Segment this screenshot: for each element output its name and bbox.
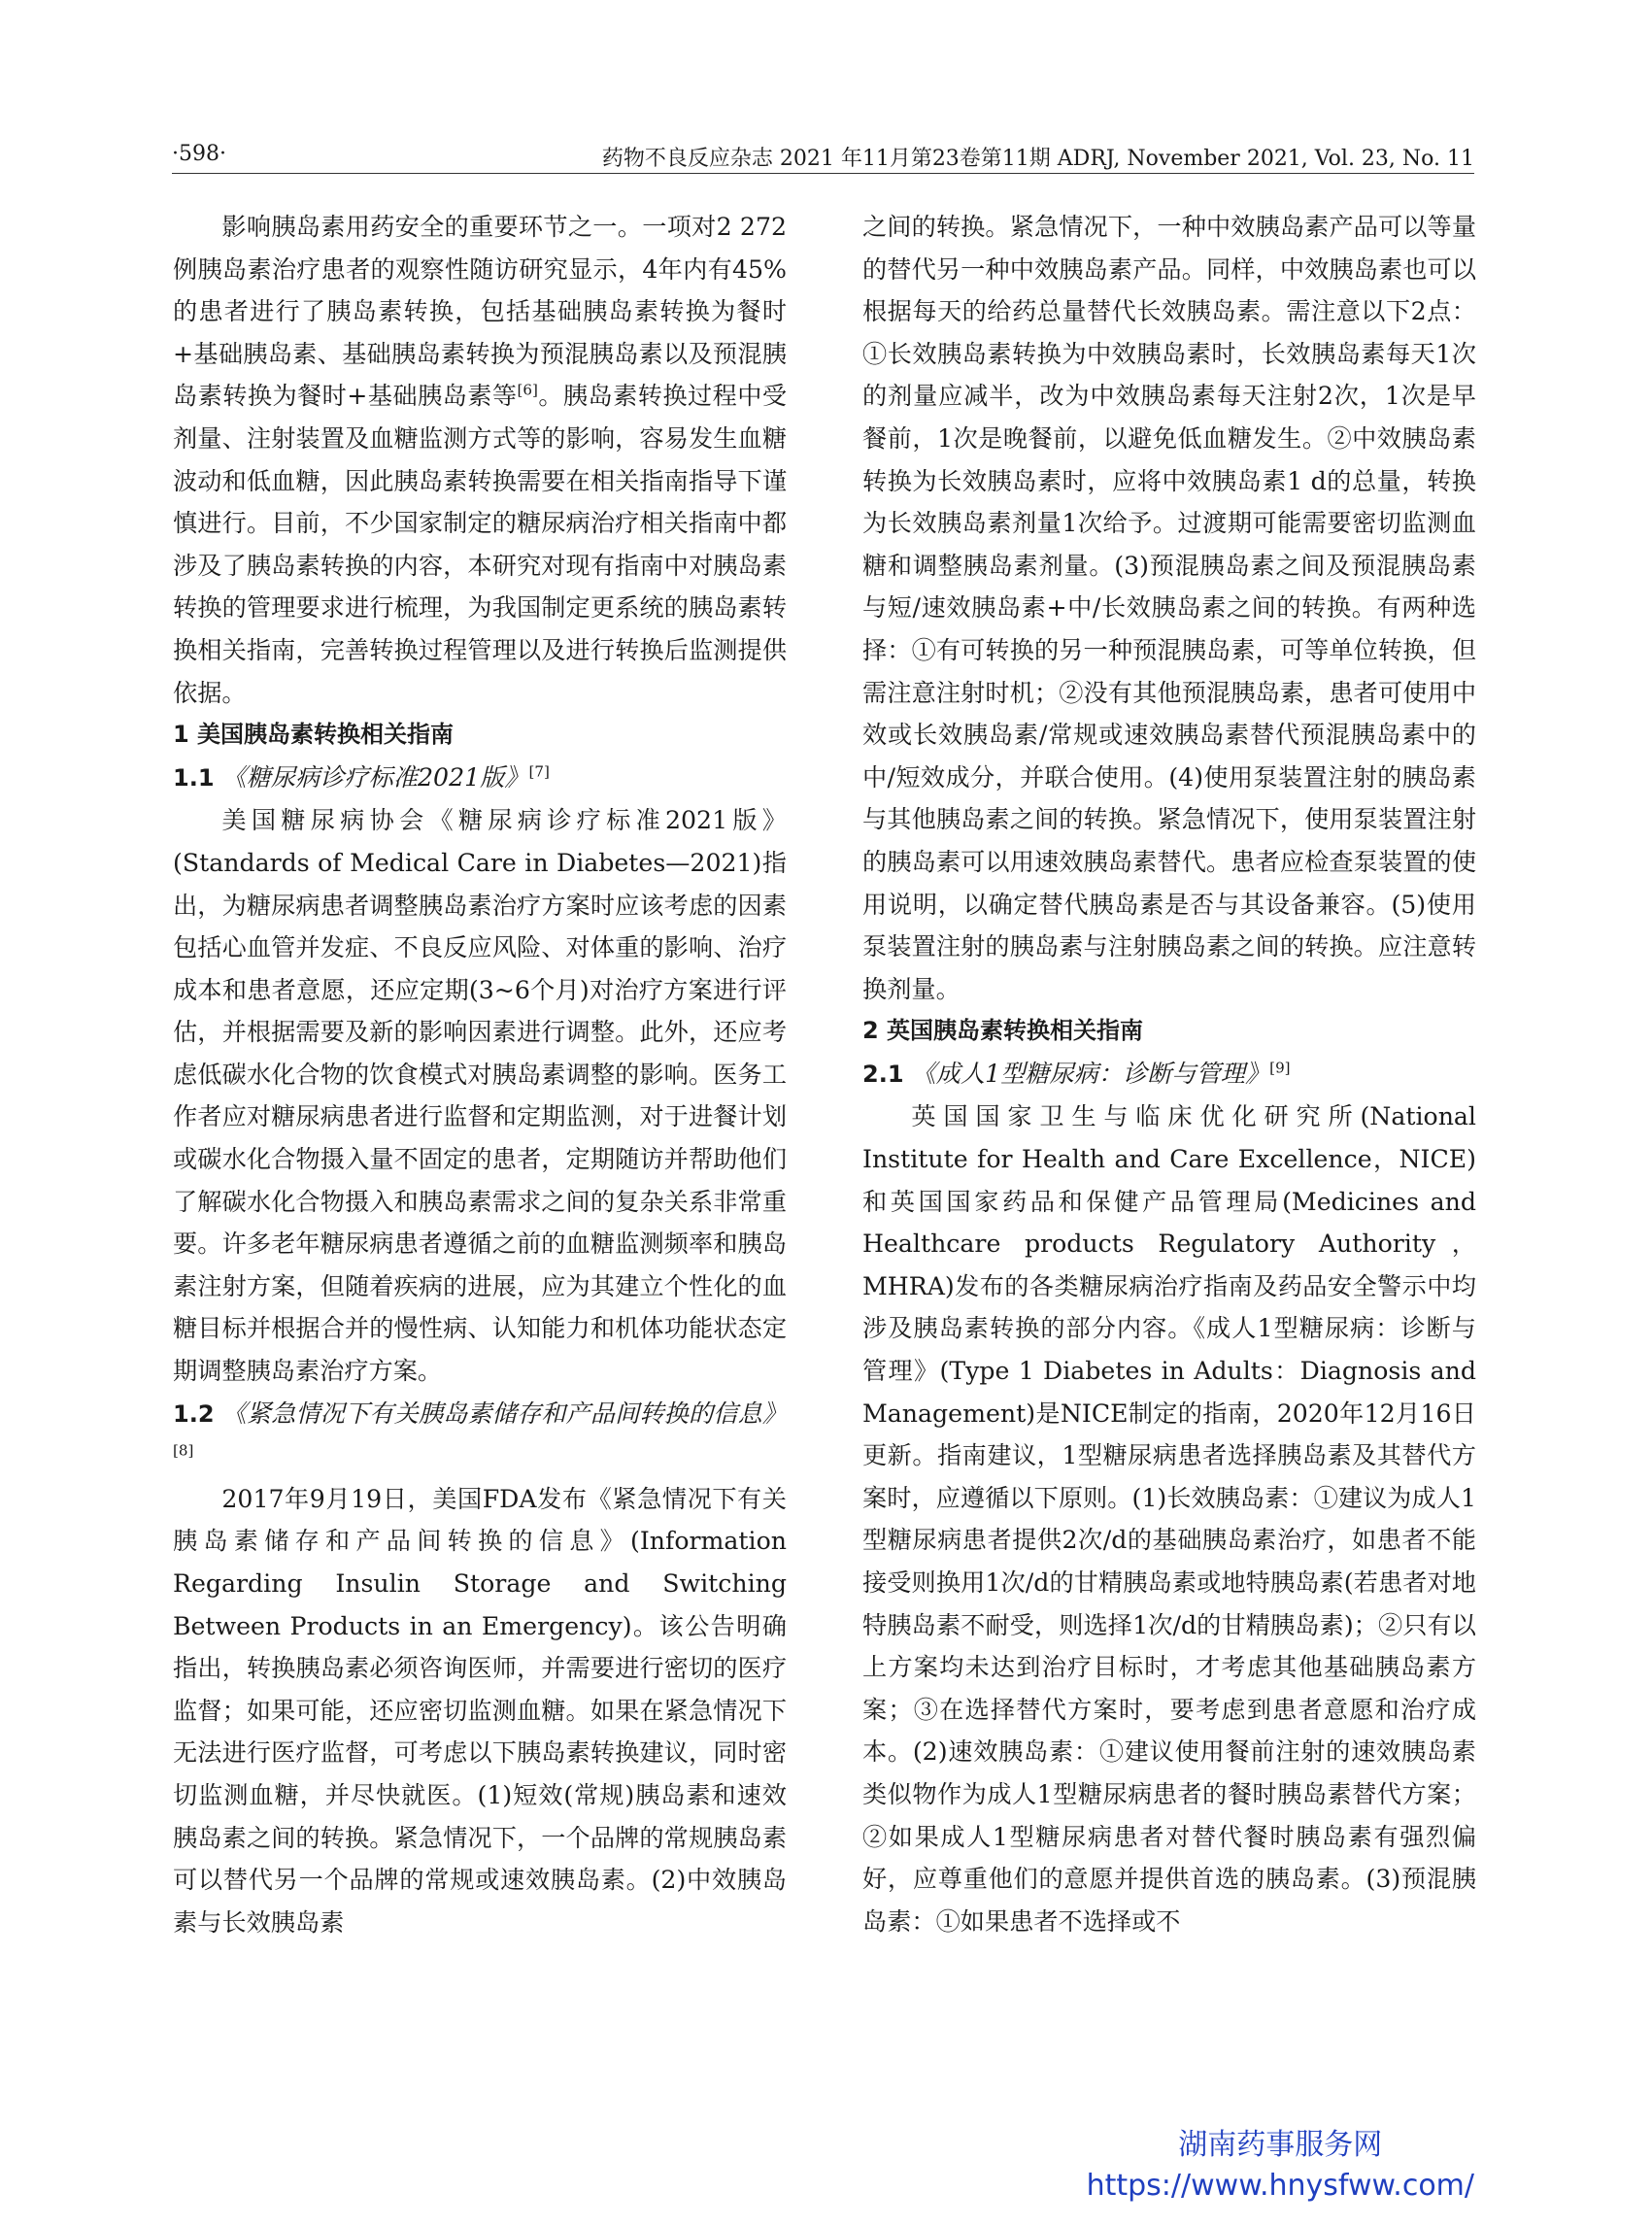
subsection-2-1-heading [862, 1053, 1476, 1096]
right-column [862, 206, 1476, 1942]
citation-6: [6] [517, 381, 538, 399]
citation-7: [7] [528, 762, 550, 781]
paragraph-1-2: 2017年9月19日，美国FDA发布《紧急情况下有关胰岛素储存和产品间转换的信息》(Information Regarding Insulin Storage and Switching Between Products in an Emergency)。该公告明确指出，转换胰岛素必须咨询医师，并需要进行密切的医疗监督；如果可能，还应密切监测血糖。如果在紧急情况下无法进行医疗监督，可考虑以下胰岛素转换建议，同时密切监测血糖，并尽快就医。(1)短效(常规)胰岛素和速效胰岛素之间的转换。紧急情况下，一个品牌的常规胰岛素可以替代另一个品牌的常规或速效胰岛素。(2)中效胰岛素与长效胰岛素 [173, 1484, 787, 1937]
subsection-title: 《成人1型糖尿病：诊断与管理》 [911, 1059, 1270, 1088]
intro-text-continued: 。胰岛素转换过程中受剂量、注射装置及血糖监测方式等的影响，容易发生血糖波动和低血糖，因此胰岛素转换需要在相关指南指导下谨慎进行。目前，不少国家制定的糖尿病治疗相关指南中都涉及了胰岛素转换的内容，本研究对现有指南中对胰岛素转换的管理要求进行梳理，为我国制定更系统的胰岛素转换相关指南，完善转换过程管理以及进行转换后监测提供依据。 [173, 382, 788, 707]
header-rule [172, 173, 1474, 174]
subsection-number: 2.1 [862, 1060, 904, 1088]
watermark-url[interactable]: https://www.hnysfww.com/ [1086, 2169, 1474, 2203]
intro-text: 影响胰岛素用药安全的重要环节之一。一项对2 272例胰岛素治疗患者的观察性随访研究显示，4年内有45%的患者进行了胰岛素转换，包括基础胰岛素转换为餐时+基础胰岛素、基础胰岛素转换为预混胰岛素以及预混胰岛素转换为餐时+基础胰岛素等 [173, 213, 787, 411]
citation-9: [9] [1269, 1059, 1291, 1077]
page-number: ·598· [172, 142, 226, 166]
journal-header: 药物不良反应杂志 2021 年11月第23卷第11期 ADRJ, November 2021, Vol. 23, No. 11 [601, 147, 1474, 171]
watermark [1087, 2125, 1474, 2207]
left-column [173, 206, 787, 1943]
subsection-number: 1.1 [173, 763, 215, 792]
paragraph-1-2-continued: 之间的转换。紧急情况下，一种中效胰岛素产品可以等量的替代另一种中效胰岛素产品。同样，中效胰岛素也可以根据每天的给药总量替代长效胰岛素。需注意以下2点：①长效胰岛素转换为中效胰岛素时，长效胰岛素每天1次的剂量应减半，改为中效胰岛素每天注射2次，1次是早餐前，1次是晚餐前，以避免低血糖发生。②中效胰岛素转换为长效胰岛素时，应将中效胰岛素1 d的总量，转换为长效胰岛素剂量1次给予。过渡期可能需要密切监测血糖和调整胰岛素剂量。(3)预混胰岛素之间及预混胰岛素与短/速效胰岛素+中/长效胰岛素之间的转换。有两种选择：①有可转换的另一种预混胰岛素，可等单位转换，但需注意注射时机；②没有其他预混胰岛素，患者可使用中效或长效胰岛素/常规或速效胰岛素替代预混胰岛素中的中/短效成分，并联合使用。(4)使用泵装置注射的胰岛素与其他胰岛素之间的转换。紧急情况下，使用泵装置注射的胰岛素可以用速效胰岛素替代。患者应检查泵装置的使用说明，以确定替代胰岛素是否与其设备兼容。(5)使用泵装置注射的胰岛素与注射胰岛素之间的转换。应注意转换剂量。 [862, 213, 1476, 1003]
subsection-1-2-heading [173, 1393, 787, 1478]
citation-8: [8] [173, 1441, 194, 1460]
section-1-heading: 1 美国胰岛素转换相关指南 [173, 721, 455, 749]
subsection-1-1-heading [173, 757, 787, 800]
watermark-name: 湖南药事服务网 [1178, 2128, 1383, 2162]
paragraph-1-1: 美国糖尿病协会《糖尿病诊疗标准2021版》(Standards of Medical Care in Diabetes—2021)指出，为糖尿病患者调整胰岛素治疗方案时应该考虑的因素包括心血管并发症、不良反应风险、对体重的影响、治疗成本和患者意愿，还应定期(3~6个月)对治疗方案进行评估，并根据需要及新的影响因素进行调整。此外，还应考虑低碳水化合物的饮食模式对胰岛素调整的影响。医务工作者应对糖尿病患者进行监督和定期监测，对于进餐计划或碳水化合物摄入量不固定的患者，定期随访并帮助他们了解碳水化合物摄入和胰岛素需求之间的复杂关系非常重要。许多老年糖尿病患者遵循之前的血糖监测频率和胰岛素注射方案，但随着疾病的进展，应为其建立个性化的血糖目标并根据合并的慢性病、认知能力和机体功能状态定期调整胰岛素治疗方案。 [173, 806, 787, 1386]
subsection-title: 《糖尿病诊疗标准2021版》 [221, 762, 529, 792]
subsection-title: 《紧急情况下有关胰岛素储存和产品间转换的信息》 [221, 1399, 787, 1428]
paragraph-2-1: 英国国家卫生与临床优化研究所(National Institute for Health and Care Excellence，NICE)和英国国家药品和保健产品管理局(Medicines and Healthcare products Regulatory Authority，MHRA)发布的各类糖尿病治疗指南及药品安全警示中均涉及胰岛素转换的部分内容。《成人1型糖尿病：诊断与管理》(Type 1 Diabetes in Adults：Diagnosis and Management)是NICE制定的指南，2020年12月16日更新。指南建议，1型糖尿病患者选择胰岛素及其替代方案时，应遵循以下原则。(1)长效胰岛素：①建议为成人1型糖尿病患者提供2次/d的基础胰岛素治疗，如患者不能接受则换用1次/d的甘精胰岛素或地特胰岛素(若患者对地特胰岛素不耐受，则选择1次/d的甘精胰岛素)；②只有以上方案均未达到治疗目标时，才考虑其他基础胰岛素方案；③在选择替代方案时，要考虑到患者意愿和治疗成本。(2)速效胰岛素：①建议使用餐前注射的速效胰岛素类似物作为成人1型糖尿病患者的餐时胰岛素替代方案；②如果成人1型糖尿病患者对替代餐时胰岛素有强烈偏好，应尊重他们的意愿并提供首选的胰岛素。(3)预混胰岛素：①如果患者不选择或不 [862, 1102, 1476, 1936]
section-2-heading: 2 英国胰岛素转换相关指南 [862, 1017, 1144, 1045]
intro-paragraph [173, 206, 787, 714]
subsection-number: 1.2 [173, 1399, 215, 1428]
